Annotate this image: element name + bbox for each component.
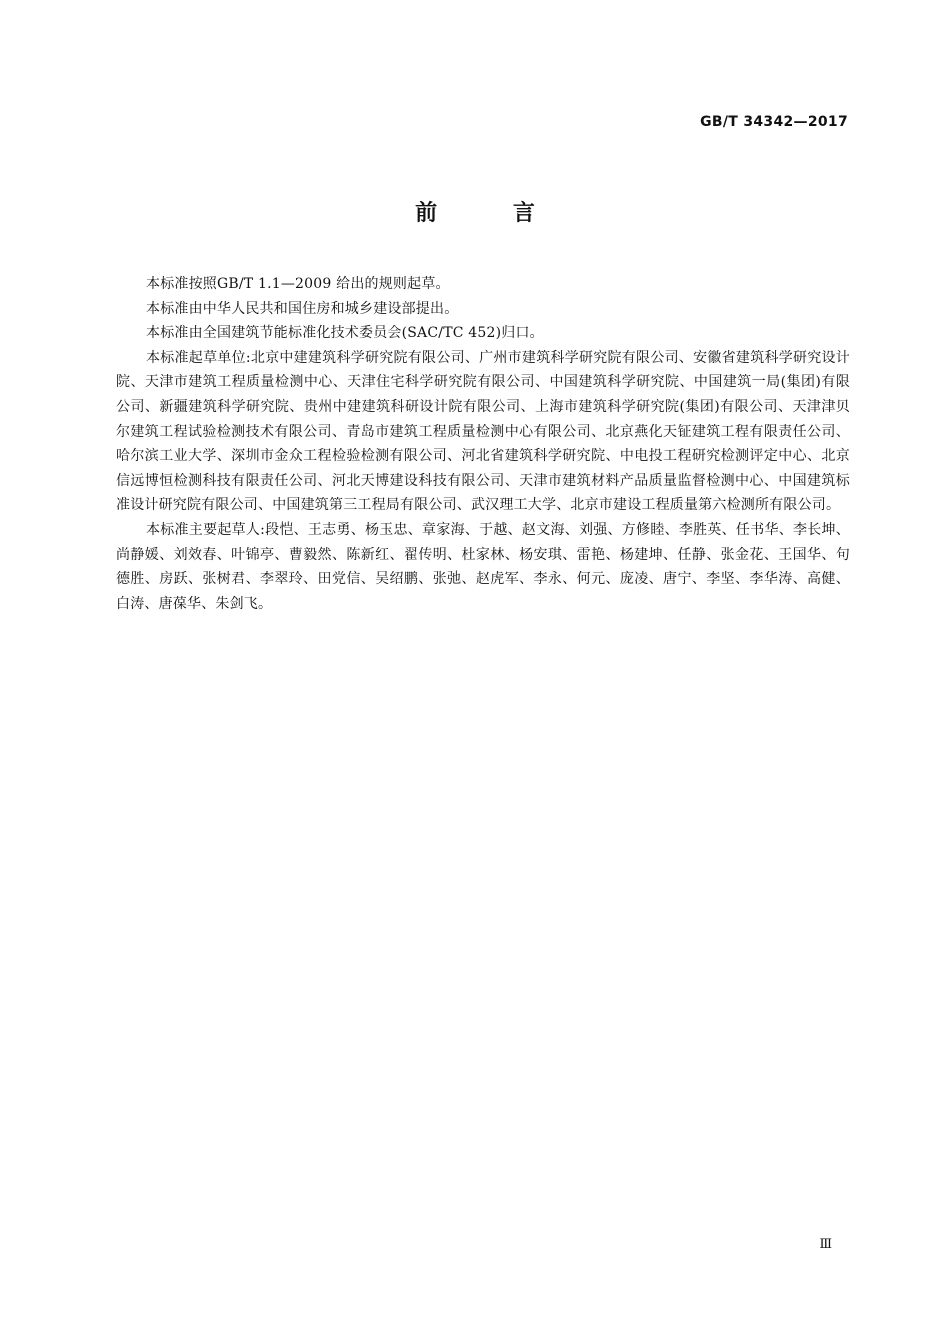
paragraph-responsible-committee: 本标准由全国建筑节能标准化技术委员会(SAC/TC 452)归口。 (146, 325, 544, 342)
paragraph-proposer: 本标准由中华人民共和国住房和城乡建设部提出。 (146, 300, 459, 317)
paragraph-drafting-rules: 本标准按照GB/T 1.1—2009 给出的规则起草。 (146, 276, 450, 292)
standard-code: GB/T 34342—2017 (700, 114, 848, 130)
foreword-body (116, 272, 850, 616)
paragraph-drafting-units: 本标准起草单位:北京中建建筑科学研究院有限公司、广州市建筑科学研究院有限公司、安徽省建筑科学研究设计院、天津市建筑工程质量检测中心、天津住宅科学研究院有限公司、中国建筑科学研究院、中国建筑一局(集团)有限公司、新疆建筑科学研究院、贵州中建建筑科研设计院有限公司、上海市建筑科学研究院(集团)有限公司、天津津贝尔建筑工程试验检测技术有限公司、青岛市建筑工程质量检测中心有限公司、北京燕化天钲建筑工程有限责任公司、哈尔滨工业大学、深圳市金众工程检验检测有限公司、河北省建筑科学研究院、中电投工程研究检测评定中心、北京信远博恒检测科技有限责任公司、河北天博建设科技有限公司、天津市建筑材料产品质量监督检测中心、中国建筑标准设计研究院有限公司、中国建筑第三工程局有限公司、武汉理工大学、北京市建设工程质量第六检测所有限公司。 (116, 349, 850, 514)
page-number: Ⅲ (819, 1237, 832, 1252)
paragraph-main-drafters: 本标准主要起草人:段恺、王志勇、杨玉忠、章家海、于越、赵文海、刘强、方修睦、李胜英、任书华、李长坤、尚静媛、刘效春、叶锦亭、曹毅然、陈新红、翟传明、杜家林、杨安琪、雷艳、杨建坤、任静、张金花、王国华、句德胜、房跃、张树君、李翠玲、田党信、吴绍鹏、张弛、赵虎军、李永、何元、庞凌、唐宁、李坚、李华涛、高健、白涛、唐葆华、朱剑飞。 (116, 521, 850, 612)
page-title: 前 言 (415, 201, 569, 226)
